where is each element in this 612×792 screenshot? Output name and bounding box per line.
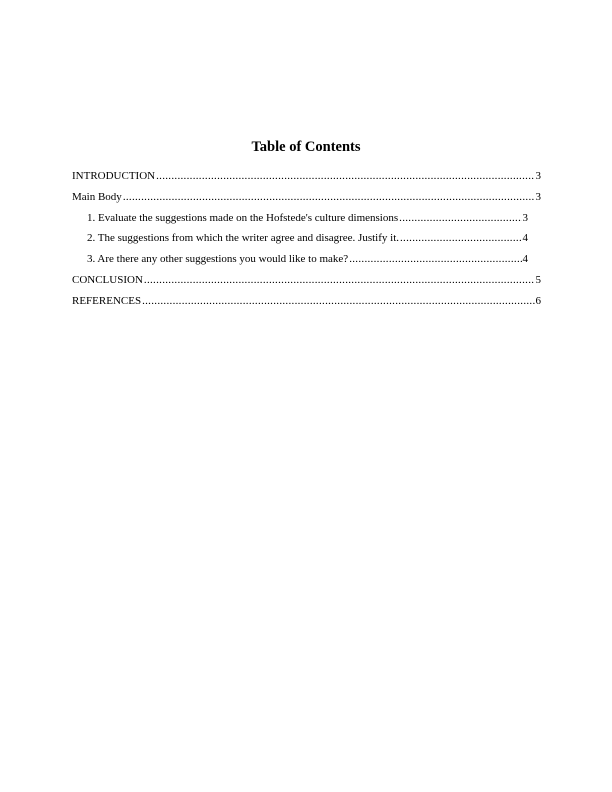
toc-entry-main-body[interactable]: [72, 190, 541, 204]
toc-leader-dots: [142, 294, 534, 308]
toc-entry-text: 2. The suggestions from which the writer agree and disagree. Justify it.: [87, 232, 399, 244]
toc-page-number: 3: [535, 170, 541, 182]
toc-entry-text: 3. Are there any other suggestions you would like to make?: [87, 253, 349, 265]
toc-page-number: 5: [535, 274, 541, 286]
toc-entry-references[interactable]: [72, 294, 541, 308]
toc-entry-text: REFERENCES: [72, 295, 142, 307]
toc-page-number: 6: [535, 295, 541, 307]
toc-entry-text: Main Body: [72, 191, 122, 203]
toc-entry-conclusion[interactable]: [72, 273, 541, 287]
toc-entry-section-2[interactable]: [87, 231, 528, 245]
toc-leader-dots: [399, 211, 521, 225]
toc-leader-dots: [144, 273, 535, 287]
toc-entry-section-1[interactable]: [87, 211, 528, 225]
toc-title: Table of Contents: [251, 139, 361, 155]
toc-page-number: 4: [522, 253, 528, 265]
toc-entry-text: CONCLUSION: [72, 274, 143, 286]
toc-entry-text: 1. Evaluate the suggestions made on the Hofstede's culture dimensions: [87, 212, 399, 224]
toc-page-number: 3: [535, 191, 541, 203]
toc-leader-dots: [156, 169, 534, 183]
toc-page-number: 3: [522, 212, 528, 224]
toc-leader-dots: [123, 190, 535, 204]
toc-entry-introduction[interactable]: [72, 169, 541, 183]
toc-page-number: 4: [522, 232, 528, 244]
toc-leader-dots: [349, 252, 521, 266]
toc-entry-text: INTRODUCTION: [72, 170, 156, 182]
toc-leader-dots: [400, 231, 522, 245]
toc-entry-section-3[interactable]: [87, 252, 528, 266]
